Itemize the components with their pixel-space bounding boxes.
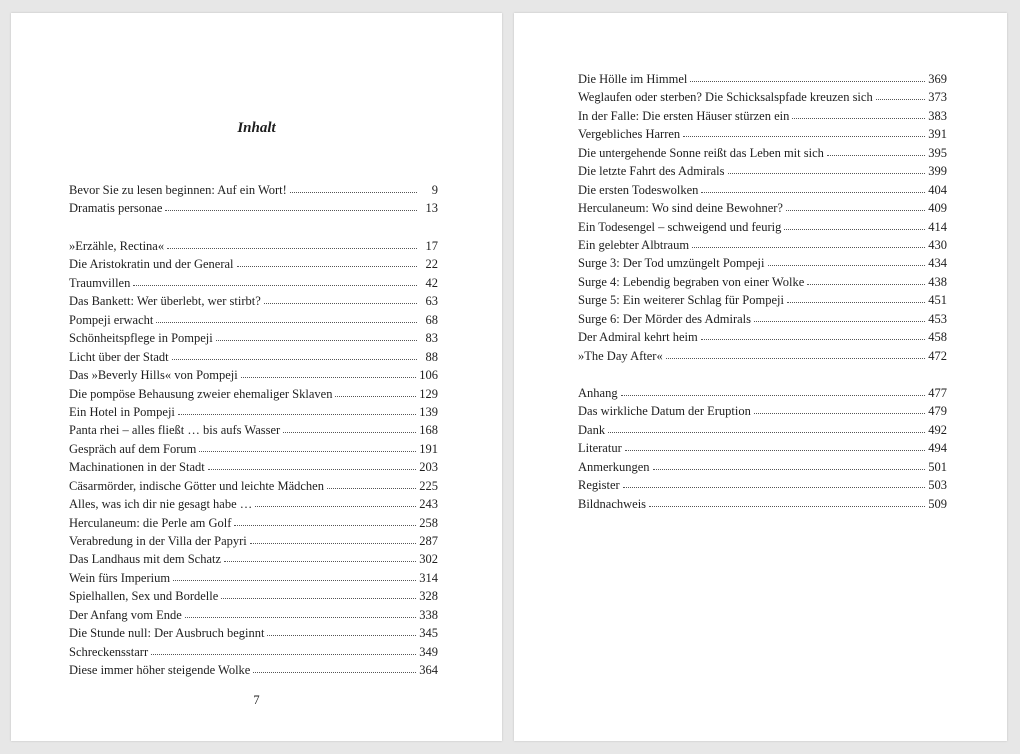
toc-entry	[578, 218, 947, 236]
toc-entry-title: Dramatis personae	[69, 201, 163, 216]
toc-entry-page: 287	[419, 534, 438, 548]
toc-entry-title: Gespräch auf dem Forum	[69, 441, 197, 456]
toc-entry-page: 17	[425, 239, 438, 253]
toc-entry-page: 434	[928, 256, 947, 271]
toc-entry	[578, 476, 947, 494]
toc-entry-page: 88	[425, 349, 438, 364]
toc-entry	[578, 273, 947, 291]
toc-entry	[69, 274, 438, 292]
toc-entry-page: 243	[419, 497, 438, 512]
dot-leader	[701, 191, 925, 193]
toc-entry	[69, 237, 438, 255]
toc-entry-title: In der Falle: Die ersten Häuser stürzen ein	[578, 108, 790, 123]
dot-leader	[768, 264, 926, 266]
toc-entry	[69, 458, 438, 476]
dot-leader	[335, 395, 416, 397]
dot-leader	[178, 413, 416, 415]
dot-leader	[151, 653, 416, 655]
toc-entry	[69, 514, 438, 532]
toc-entry-page: 373	[928, 90, 947, 105]
toc-entry	[69, 477, 438, 495]
toc-entry-page: 472	[928, 348, 947, 363]
toc-entry-page: 129	[419, 386, 438, 401]
toc-entry-title: »Erzähle, Rectina«	[69, 239, 165, 253]
toc-entry-page: 364	[419, 663, 438, 678]
toc-front-matter	[69, 181, 438, 218]
toc-entry	[578, 144, 947, 162]
toc-entry-title: Die Hölle im Himmel	[578, 72, 688, 86]
toc-entry	[578, 439, 947, 457]
dot-leader	[876, 98, 926, 100]
toc-entry-title: Spielhallen, Sex und Bordelle	[69, 589, 219, 604]
toc-entry-page: 383	[928, 108, 947, 123]
toc-entry	[69, 532, 438, 550]
toc-entry	[69, 255, 438, 273]
toc-entry-title: Bevor Sie zu lesen beginnen: Auf ein Wort!	[69, 183, 287, 197]
toc-entry-page: 369	[928, 72, 947, 86]
toc-entry-title: Surge 6: Der Mörder des Admirals	[578, 311, 752, 326]
dot-leader	[216, 339, 417, 341]
dot-leader	[250, 542, 416, 544]
toc-entry-title: Schönheitspflege in Pompeji	[69, 331, 213, 346]
dot-leader	[283, 431, 416, 433]
toc-entry-page: 492	[928, 422, 947, 437]
toc-entry	[578, 384, 947, 402]
toc-entry	[69, 292, 438, 310]
toc-entry-page: 453	[928, 311, 947, 326]
toc-entry-title: Licht über der Stadt	[69, 349, 169, 364]
toc-entry	[578, 199, 947, 217]
toc-entry-page: 191	[419, 441, 438, 456]
dot-leader	[807, 283, 925, 285]
toc-entry	[69, 440, 438, 458]
dot-leader	[172, 358, 417, 360]
toc-entry-page: 22	[425, 257, 438, 272]
dot-leader	[701, 338, 925, 340]
toc-entry-page: 338	[419, 607, 438, 622]
toc-entry-page: 414	[928, 219, 947, 234]
toc-entry	[69, 311, 438, 329]
toc-entry-title: Ein gelebter Albtraum	[578, 237, 690, 252]
toc-entry-page: 458	[928, 330, 947, 345]
toc-entry	[69, 587, 438, 605]
toc-chapters-left	[69, 237, 438, 680]
toc-entry	[578, 70, 947, 88]
toc-entry-page: 501	[928, 459, 947, 474]
dot-leader	[221, 597, 416, 599]
toc-entry-page: 391	[928, 127, 947, 142]
toc-entry-title: Verabredung in der Villa der Papyri	[69, 534, 247, 548]
dot-leader	[608, 431, 925, 433]
dot-leader	[666, 357, 926, 359]
toc-entry-title: Wein fürs Imperium	[69, 570, 171, 585]
toc-entry-title: Die ersten Todeswolken	[578, 182, 699, 197]
toc-entry-title: Dank	[578, 422, 606, 437]
toc-entry-title: Die pompöse Behausung zweier ehemaliger Sklaven	[69, 386, 333, 401]
dot-leader	[264, 302, 417, 304]
toc-entry-title: Herculaneum: die Perle am Golf	[69, 515, 232, 530]
toc-entry-page: 314	[419, 570, 438, 585]
toc-entry	[69, 606, 438, 624]
toc-entry-page: 225	[419, 478, 438, 493]
toc-entry-title: Cäsarmörder, indische Götter und leichte Mädchen	[69, 478, 324, 493]
toc-entry-title: Die Stunde null: Der Ausbruch beginnt	[69, 626, 265, 641]
toc-entry-title: Panta rhei – alles fließt … bis aufs Wasser	[69, 423, 281, 438]
toc-entry-title: Diese immer höher steigende Wolke	[69, 663, 251, 678]
right-page	[514, 13, 1007, 741]
dot-leader	[241, 376, 417, 378]
dot-leader	[253, 671, 416, 673]
dot-leader	[754, 412, 925, 414]
toc-entry	[69, 366, 438, 384]
dot-leader	[827, 154, 925, 156]
toc-entry-page: 451	[928, 293, 947, 308]
toc-entry	[69, 329, 438, 347]
toc-entry-title: Der Admiral kehrt heim	[578, 330, 698, 345]
dot-leader	[199, 450, 416, 452]
toc-entry-page: 63	[425, 294, 438, 309]
toc-chapters-right	[578, 70, 947, 365]
toc-entry-title: Pompeji erwacht	[69, 312, 154, 327]
dot-leader	[754, 320, 925, 322]
toc-entry-page: 13	[425, 201, 438, 216]
toc-entry	[578, 310, 947, 328]
toc-entry-title: Surge 3: Der Tod umzüngelt Pompeji	[578, 256, 765, 271]
toc-entry-title: Bildnachweis	[578, 496, 647, 511]
toc-entry-page: 168	[419, 423, 438, 438]
dot-leader	[224, 560, 416, 562]
toc-entry-page: 503	[928, 478, 947, 493]
toc-entry-title: Traumvillen	[69, 275, 131, 290]
toc-entry-page: 203	[419, 460, 438, 475]
toc-entry	[578, 162, 947, 180]
toc-entry	[69, 181, 438, 199]
dot-leader	[690, 80, 925, 82]
toc-entry	[578, 495, 947, 513]
toc-entry-title: Das »Beverly Hills« von Pompeji	[69, 368, 238, 383]
toc-entry-page: 139	[419, 404, 438, 419]
toc-entry-page: 9	[431, 183, 438, 197]
dot-leader	[267, 634, 416, 636]
dot-leader	[255, 505, 416, 507]
dot-leader	[327, 487, 416, 489]
toc-entry-title: Das wirkliche Datum der Eruption	[578, 404, 751, 419]
toc-entry-title: Ein Todesengel – schweigend und feurig	[578, 219, 782, 234]
toc-entry-page: 302	[419, 552, 438, 567]
toc-entry	[69, 624, 438, 642]
toc-appendix	[578, 384, 947, 513]
toc-entry-title: Vergebliches Harren	[578, 127, 681, 142]
dot-leader	[237, 265, 417, 267]
toc-entry-page: 477	[928, 386, 947, 400]
dot-leader	[173, 579, 416, 581]
toc-entry-title: Schreckensstarr	[69, 644, 149, 659]
toc-entry-title: Weglaufen oder sterben? Die Schicksalspfade kreuzen sich	[578, 90, 873, 105]
left-page	[11, 13, 502, 741]
dot-leader	[692, 246, 925, 248]
toc-entry-title: Literatur	[578, 441, 622, 456]
dot-leader	[208, 468, 417, 470]
toc-heading: Inhalt	[237, 120, 276, 136]
toc-entry-page: 494	[928, 441, 947, 456]
toc-entry-title: Der Anfang vom Ende	[69, 607, 182, 622]
toc-entry-title: Ein Hotel in Pompeji	[69, 404, 175, 419]
dot-leader	[133, 284, 417, 286]
dot-leader	[728, 172, 926, 174]
toc-entry	[578, 328, 947, 346]
toc-entry-page: 430	[928, 237, 947, 252]
toc-entry-page: 404	[928, 182, 947, 197]
toc-entry-page: 345	[419, 626, 438, 641]
toc-entry	[69, 199, 438, 217]
dot-leader	[621, 394, 926, 396]
toc-entry-title: »The Day After«	[578, 348, 663, 363]
toc-entry	[69, 643, 438, 661]
toc-entry	[69, 550, 438, 568]
dot-leader	[185, 616, 416, 618]
dot-leader	[625, 449, 926, 451]
dot-leader	[784, 228, 925, 230]
toc-entry-title: Die Aristokratin und der General	[69, 257, 234, 272]
dot-leader	[792, 117, 925, 119]
toc-entry	[69, 348, 438, 366]
toc-entry-page: 399	[928, 164, 947, 179]
toc-entry-title: Machinationen in der Stadt	[69, 460, 205, 475]
toc-entry-title: Surge 4: Lebendig begraben von einer Wolke	[578, 274, 805, 289]
toc-entry-title: Anmerkungen	[578, 459, 650, 474]
toc-entry-page: 349	[419, 644, 438, 659]
toc-entry-page: 328	[419, 589, 438, 604]
toc-entry	[578, 291, 947, 309]
dot-leader	[167, 247, 417, 249]
toc-entry-title: Die untergehende Sonne reißt das Leben mit sich	[578, 145, 824, 160]
dot-leader	[156, 321, 417, 323]
dot-leader	[786, 209, 925, 211]
toc-entry	[578, 402, 947, 420]
toc-entry-title: Das Bankett: Wer überlebt, wer stirbt?	[69, 294, 261, 309]
toc-entry	[578, 458, 947, 476]
dot-leader	[653, 468, 926, 470]
toc-entry	[69, 569, 438, 587]
dot-leader	[290, 191, 417, 193]
page-number: 7	[253, 693, 260, 707]
toc-entry-page: 83	[425, 331, 438, 346]
toc-entry	[578, 236, 947, 254]
toc-entry-title: Das Landhaus mit dem Schatz	[69, 552, 222, 567]
toc-entry-title: Surge 5: Ein weiterer Schlag für Pompeji	[578, 293, 784, 308]
toc-entry-title: Herculaneum: Wo sind deine Bewohner?	[578, 201, 783, 216]
toc-entry-title: Anhang	[578, 386, 618, 400]
toc-entry	[578, 254, 947, 272]
toc-entry-page: 479	[928, 404, 947, 419]
toc-entry-page: 438	[928, 274, 947, 289]
toc-entry-page: 68	[425, 312, 438, 327]
toc-entry-page: 409	[928, 201, 947, 216]
toc-entry-page: 509	[928, 496, 947, 511]
toc-entry	[69, 385, 438, 403]
toc-entry	[578, 181, 947, 199]
toc-entry	[69, 421, 438, 439]
toc-entry-title: Register	[578, 478, 620, 493]
toc-entry	[578, 125, 947, 143]
toc-entry	[69, 495, 438, 513]
toc-entry-title: Die letzte Fahrt des Admirals	[578, 164, 725, 179]
toc-entry-page: 395	[928, 145, 947, 160]
dot-leader	[787, 301, 925, 303]
toc-entry-page: 106	[419, 368, 438, 383]
toc-entry-page: 42	[425, 275, 438, 290]
toc-entry	[69, 403, 438, 421]
toc-entry	[578, 107, 947, 125]
toc-entry-title: Alles, was ich dir nie gesagt habe …	[69, 497, 253, 512]
toc-entry	[578, 347, 947, 365]
toc-entry	[578, 88, 947, 106]
dot-leader	[623, 486, 926, 488]
dot-leader	[234, 524, 416, 526]
dot-leader	[649, 505, 925, 507]
toc-entry-page: 258	[419, 515, 438, 530]
dot-leader	[165, 209, 417, 211]
dot-leader	[683, 135, 925, 137]
toc-entry	[578, 421, 947, 439]
toc-entry	[69, 661, 438, 679]
